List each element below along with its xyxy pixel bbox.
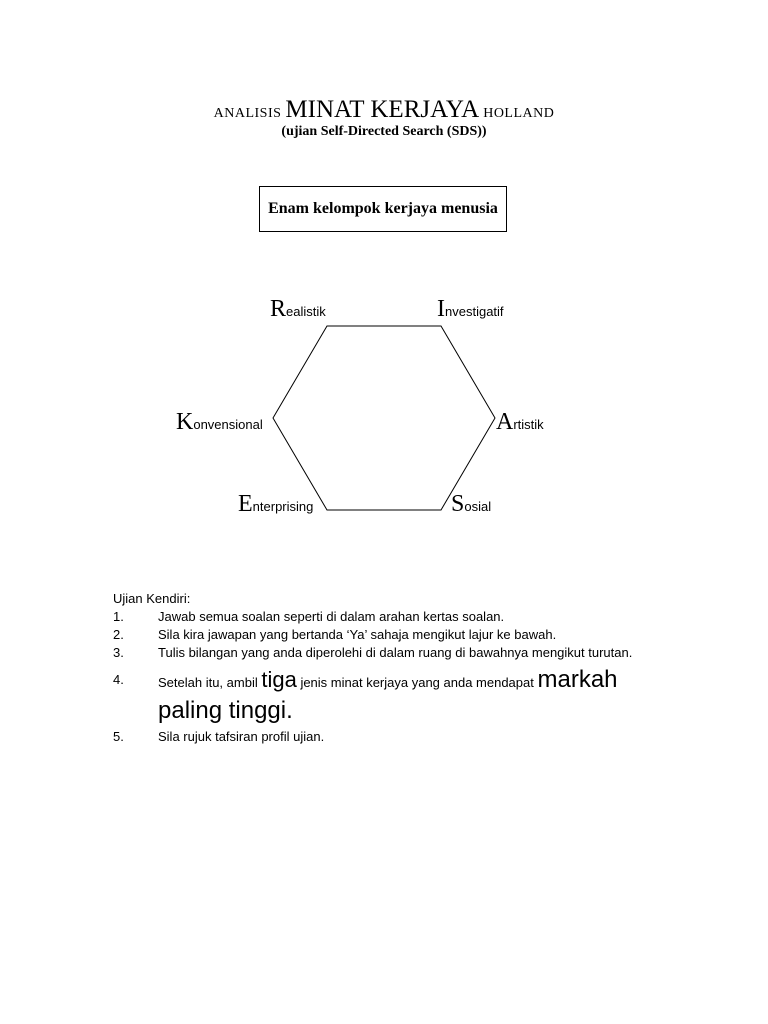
instruction-number: 4. bbox=[113, 672, 124, 687]
emphasis-markah: markah paling tinggi bbox=[158, 666, 618, 724]
emphasis-tiga: tiga bbox=[261, 667, 297, 692]
hex-label-realistic: Realistik bbox=[270, 296, 326, 322]
instruction-item bbox=[113, 626, 653, 644]
instruction-item bbox=[113, 728, 653, 746]
instruction-item bbox=[113, 608, 653, 626]
hex-label-investigative: Investigatif bbox=[437, 296, 504, 322]
title-prefix: ANALISIS bbox=[213, 106, 282, 121]
page-subtitle: (ujian Self-Directed Search (SDS)) bbox=[281, 124, 487, 139]
instruction-number: 1. bbox=[113, 609, 124, 624]
instruction-number: 2. bbox=[113, 627, 124, 642]
hex-label-enterprising: Enterprising bbox=[238, 491, 314, 517]
instruction-item bbox=[113, 644, 653, 662]
career-groups-box-label: Enam kelompok kerjaya menusia bbox=[268, 200, 498, 217]
title-suffix: HOLLAND bbox=[483, 106, 555, 121]
instruction-number: 5. bbox=[113, 729, 124, 744]
instruction-text: Jawab semua soalan seperti di dalam arahan kertas soalan. bbox=[158, 609, 505, 624]
hexagon-outline bbox=[273, 326, 495, 510]
hex-label-conventional: Konvensional bbox=[176, 409, 263, 435]
instruction-number: 3. bbox=[113, 645, 124, 660]
title-main: MINAT KERJAYA bbox=[285, 96, 480, 123]
hex-label-artistic: Artistik bbox=[496, 409, 544, 435]
instruction-text: Setelah itu, ambil tiga jenis minat kerjaya yang anda mendapat markah paling tinggi. bbox=[158, 666, 618, 724]
instructions-section bbox=[113, 590, 653, 746]
instruction-text: Tulis bilangan yang anda diperolehi di dalam ruang di bawahnya mengikut turutan. bbox=[158, 645, 633, 660]
instructions-heading: Ujian Kendiri: bbox=[113, 591, 191, 606]
instruction-text: Sila rujuk tafsiran profil ujian. bbox=[158, 729, 325, 744]
instruction-item bbox=[113, 666, 653, 728]
hex-label-social: Sosial bbox=[451, 491, 492, 517]
instruction-text: Sila kira jawapan yang bertanda ‘Ya’ sahaja mengikut lajur ke bawah. bbox=[158, 627, 557, 642]
